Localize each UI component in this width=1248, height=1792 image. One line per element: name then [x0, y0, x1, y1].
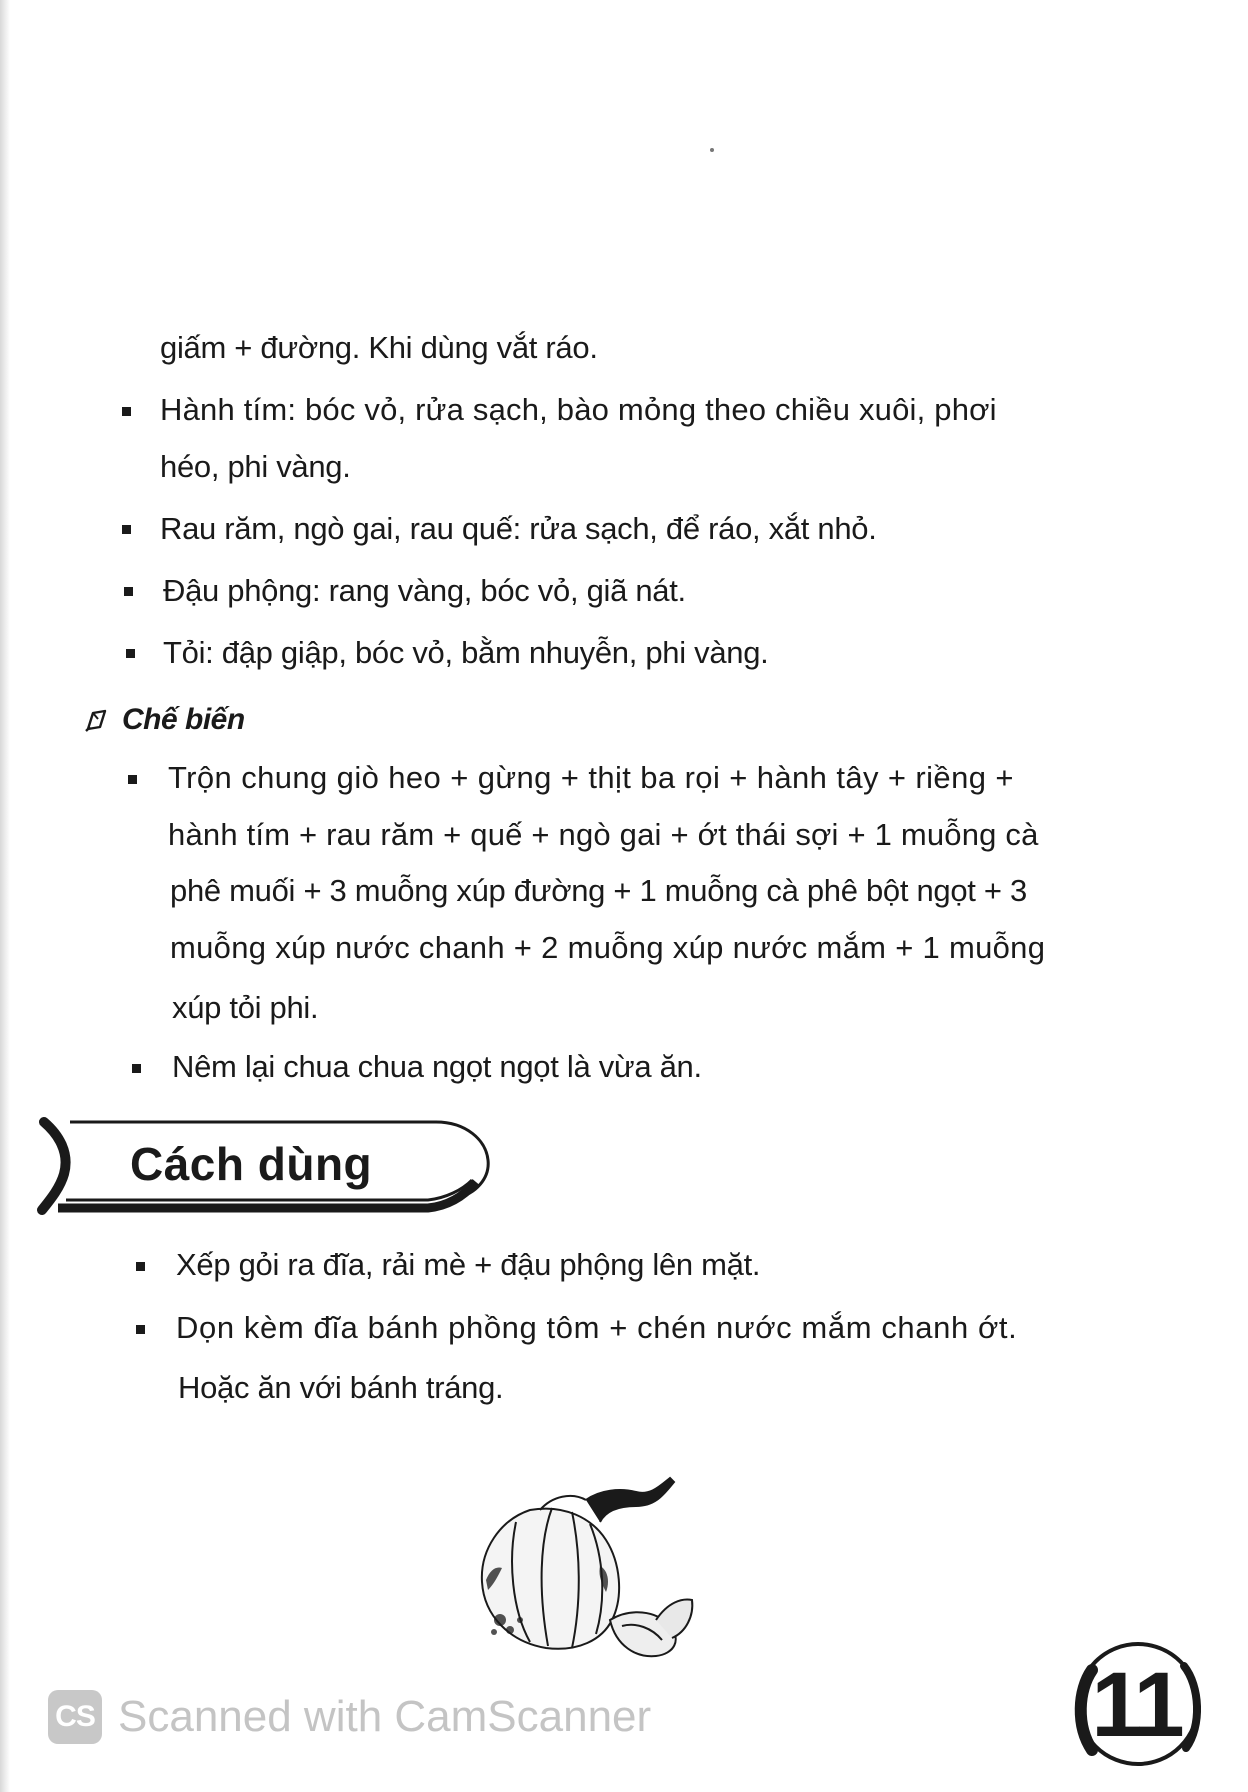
page-number: 11	[1091, 1654, 1181, 1756]
cooking-item-mix-line2: hành tím + rau răm + quế + ngò gai + ớt thái sợi + 1 muỗng cà	[168, 817, 1039, 852]
prep-item-herbs: Rau răm, ngò gai, rau quế: rửa sạch, để ráo, xắt nhỏ.	[160, 511, 877, 546]
cooking-item-mix-line1: Trộn chung giò heo + gừng + thịt ba rọi + hành tây + riềng +	[168, 760, 1014, 795]
cooking-item-mix-line5: xúp tỏi phi.	[172, 990, 319, 1025]
usage-item-plate: Xếp gỏi ra đĩa, rải mè + đậu phộng lên mặt.	[176, 1247, 761, 1282]
bullet	[132, 1064, 141, 1073]
camscanner-logo: CS	[48, 1690, 102, 1744]
cooking-title: Chế biến	[122, 703, 245, 736]
cooking-subhead	[84, 700, 245, 740]
bullet	[124, 587, 133, 596]
prep-item-shallot-line2: héo, phi vàng.	[160, 449, 351, 484]
bullet	[122, 407, 131, 416]
usage-title: Cách dùng	[130, 1138, 373, 1190]
prep-item-garlic: Tỏi: đập giập, bóc vỏ, bằm nhuyễn, phi vàng.	[163, 635, 769, 670]
prep-item-shallot-line1: Hành tím: bóc vỏ, rửa sạch, bào mỏng theo chiều xuôi, phơi	[160, 392, 997, 427]
cooking-item-season: Nêm lại chua chua ngọt ngọt là vừa ăn.	[172, 1049, 702, 1084]
bullet	[122, 525, 131, 534]
bullet	[126, 649, 135, 658]
camscanner-text: Scanned with CamScanner	[118, 1692, 652, 1741]
garlic-icon	[460, 1470, 730, 1660]
camscanner-watermark	[48, 1690, 651, 1744]
bullet	[136, 1262, 145, 1271]
prep-item-peanut: Đậu phộng: rang vàng, bóc vỏ, giã nát.	[163, 573, 686, 608]
cooking-item-mix-line4: muỗng xúp nước chanh + 2 muỗng xúp nước mắm + 1 muỗng	[170, 930, 1046, 965]
usage-item-serve-line2: Hoặc ăn với bánh tráng.	[178, 1370, 504, 1405]
bullet	[136, 1325, 145, 1334]
pen-icon	[84, 707, 108, 733]
bullet	[128, 775, 137, 784]
cooking-item-mix-line3: phê muối + 3 muỗng xúp đường + 1 muỗng cà phê bột ngọt + 3	[170, 873, 1027, 908]
scan-edge-shadow	[0, 0, 10, 1792]
scan-speck	[710, 148, 714, 152]
usage-item-serve-line1: Dọn kèm đĩa bánh phồng tôm + chén nước mắm chanh ớt.	[176, 1310, 1018, 1345]
prep-continuation: giấm + đường. Khi dùng vắt ráo.	[160, 330, 598, 365]
